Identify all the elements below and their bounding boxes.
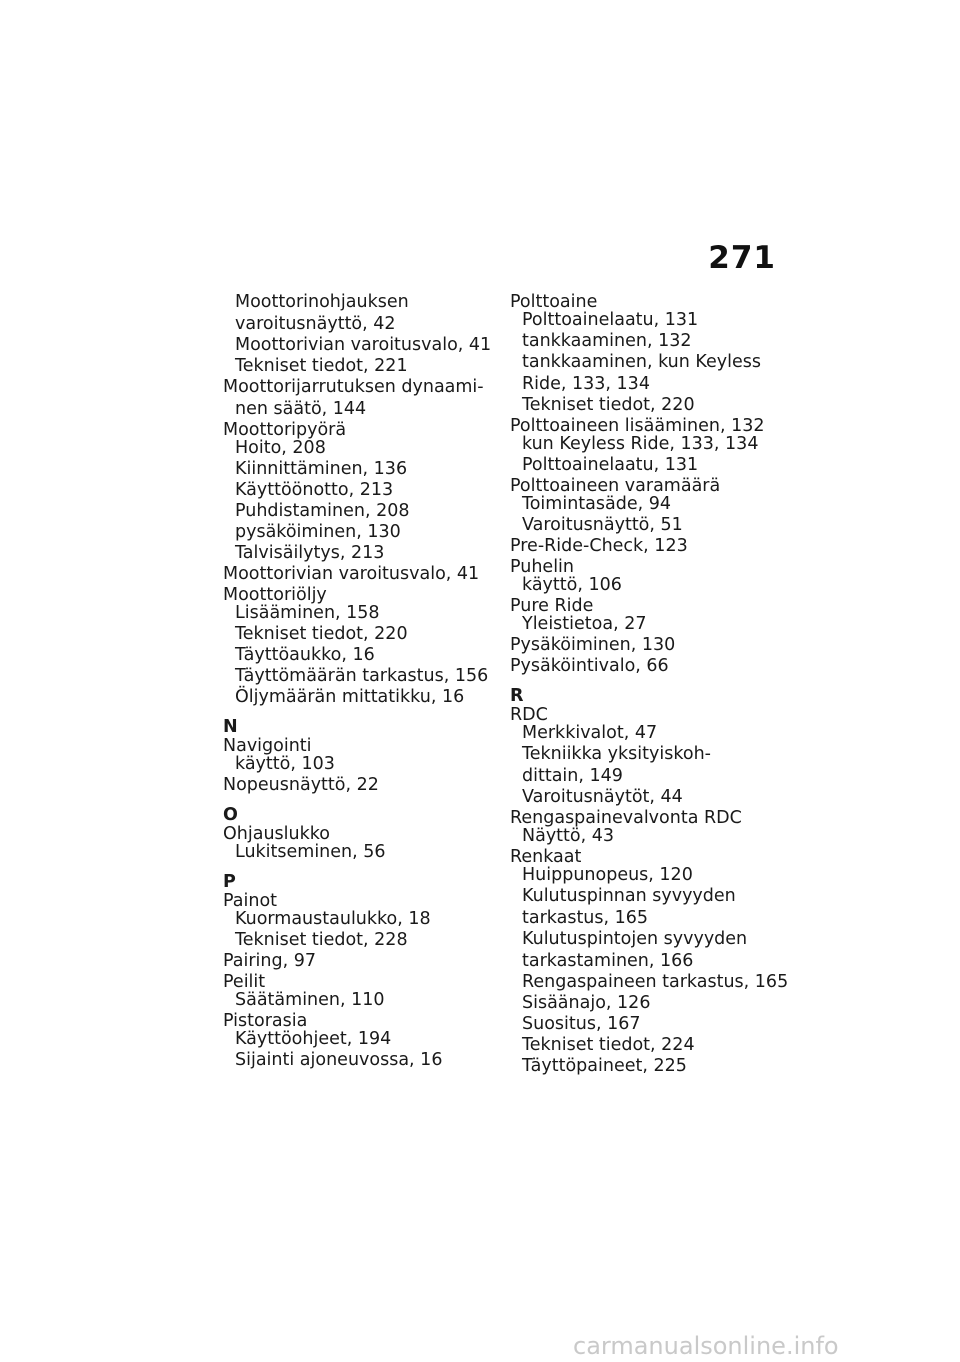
index-subentry: Tekniikka yksityiskoh- xyxy=(522,744,711,764)
index-subentry: tankkaaminen, kun Keyless xyxy=(522,352,762,372)
index-subentry: Suositus, 167 xyxy=(522,1014,641,1034)
index-entry: Pysäköiminen, 130 xyxy=(510,635,676,655)
index-subentry: Kulutuspintojen syvyyden xyxy=(522,929,748,949)
index-subentry: Ride, 133, 134 xyxy=(522,374,650,394)
index-subentry: Kiinnittäminen, 136 xyxy=(235,459,408,479)
index-subentry: Käyttöönotto, 213 xyxy=(235,480,394,500)
index-entry: Pure Ride xyxy=(510,596,594,616)
index-subentry: Säätäminen, 110 xyxy=(235,990,385,1010)
index-subentry: Tekniset tiedot, 228 xyxy=(235,930,408,950)
index-entry: Ohjauslukko xyxy=(223,824,330,844)
index-entry: Rengaspainevalvonta RDC xyxy=(510,808,742,828)
index-subentry: käyttö, 103 xyxy=(235,754,335,774)
index-entry: Moottorivian varoitusvalo, 41 xyxy=(223,564,480,584)
index-subentry: dittain, 149 xyxy=(522,766,623,786)
index-subentry: tankkaaminen, 132 xyxy=(522,331,692,351)
index-entry: Polttoaineen varamäärä xyxy=(510,476,721,496)
index-subentry: Tekniset tiedot, 221 xyxy=(235,356,408,376)
index-subentry: Tekniset tiedot, 224 xyxy=(522,1035,695,1055)
index-entry: Renkaat xyxy=(510,847,582,867)
index-subentry: Hoito, 208 xyxy=(235,438,326,458)
index-subentry: Täyttöaukko, 16 xyxy=(235,645,375,665)
index-entry: Moottoripyörä xyxy=(223,420,347,440)
index-entry: Polttoaine xyxy=(510,292,598,312)
index-subentry: Rengaspaineen tarkastus, 165 xyxy=(522,972,789,992)
index-entry: Painot xyxy=(223,891,278,911)
index-subentry: Polttoainelaatu, 131 xyxy=(522,455,699,475)
index-subentry: Huippunopeus, 120 xyxy=(522,865,693,885)
index-entry: Puhelin xyxy=(510,557,575,577)
index-section-letter: N xyxy=(223,717,238,737)
index-subentry: Täyttöpaineet, 225 xyxy=(522,1056,687,1076)
index-subentry: Lukitseminen, 56 xyxy=(235,842,386,862)
index-subentry: Toimintasäde, 94 xyxy=(522,494,671,514)
index-subentry: Talvisäilytys, 213 xyxy=(235,543,385,563)
index-subentry: Sisäänajo, 126 xyxy=(522,993,651,1013)
index-subentry: Lisääminen, 158 xyxy=(235,603,380,623)
index-section-letter: O xyxy=(223,805,238,825)
index-column-left xyxy=(223,292,498,1071)
index-entry: Polttoaineen lisääminen, 132 xyxy=(510,416,765,436)
index-subentry: Moottorivian varoitusvalo, 41 xyxy=(235,335,492,355)
index-subentry: tarkastus, 165 xyxy=(522,908,649,928)
index-subentry: Yleistietoa, 27 xyxy=(522,614,647,634)
index-subentry: Öljymäärän mittatikku, 16 xyxy=(235,687,465,707)
index-entry: Pistorasia xyxy=(223,1011,308,1031)
index-subentry: käyttö, 106 xyxy=(522,575,622,595)
index-subentry: Varoitusnäyttö, 51 xyxy=(522,515,683,535)
index-subentry: Tekniset tiedot, 220 xyxy=(522,395,695,415)
index-entry: Moottorijarrutuksen dynaami- xyxy=(223,377,484,397)
index-subentry: nen säätö, 144 xyxy=(235,399,367,419)
index-entry: Moottoriöljy xyxy=(223,585,327,605)
index-column-right xyxy=(510,292,810,1077)
index-entry: Peilit xyxy=(223,972,266,992)
index-entry: Nopeusnäyttö, 22 xyxy=(223,775,379,795)
index-subentry: Sijainti ajoneuvossa, 16 xyxy=(235,1050,443,1070)
index-subentry: pysäköiminen, 130 xyxy=(235,522,401,542)
index-entry: Pysäköintivalo, 66 xyxy=(510,656,669,676)
index-subentry: Varoitusnäytöt, 44 xyxy=(522,787,683,807)
index-subentry: Käyttöohjeet, 194 xyxy=(235,1029,392,1049)
index-subentry: tarkastaminen, 166 xyxy=(522,951,694,971)
index-subentry: Täyttömäärän tarkastus, 156 xyxy=(235,666,489,686)
index-subentry: kun Keyless Ride, 133, 134 xyxy=(522,434,759,454)
index-subentry: Polttoainelaatu, 131 xyxy=(522,310,699,330)
index-subentry: Merkkivalot, 47 xyxy=(522,723,658,743)
index-subentry: Moottorinohjauksen xyxy=(235,292,409,312)
index-subentry: varoitusnäyttö, 42 xyxy=(235,314,396,334)
index-entry: Pairing, 97 xyxy=(223,951,317,971)
index-subentry: Tekniset tiedot, 220 xyxy=(235,624,408,644)
index-section-letter: R xyxy=(510,686,524,706)
index-entry: Navigointi xyxy=(223,736,312,756)
index-subentry: Puhdistaminen, 208 xyxy=(235,501,410,521)
index-subentry: Kulutuspinnan syvyyden xyxy=(522,886,736,906)
index-subentry: Kuormaustaulukko, 18 xyxy=(235,909,431,929)
index-subentry: Näyttö, 43 xyxy=(522,826,614,846)
page-number: 271 xyxy=(708,240,776,276)
index-entry: Pre-Ride-Check, 123 xyxy=(510,536,688,556)
watermark: carmanualsonline.info xyxy=(573,1332,839,1360)
index-entry: RDC xyxy=(510,705,548,725)
index-section-letter: P xyxy=(223,872,236,892)
